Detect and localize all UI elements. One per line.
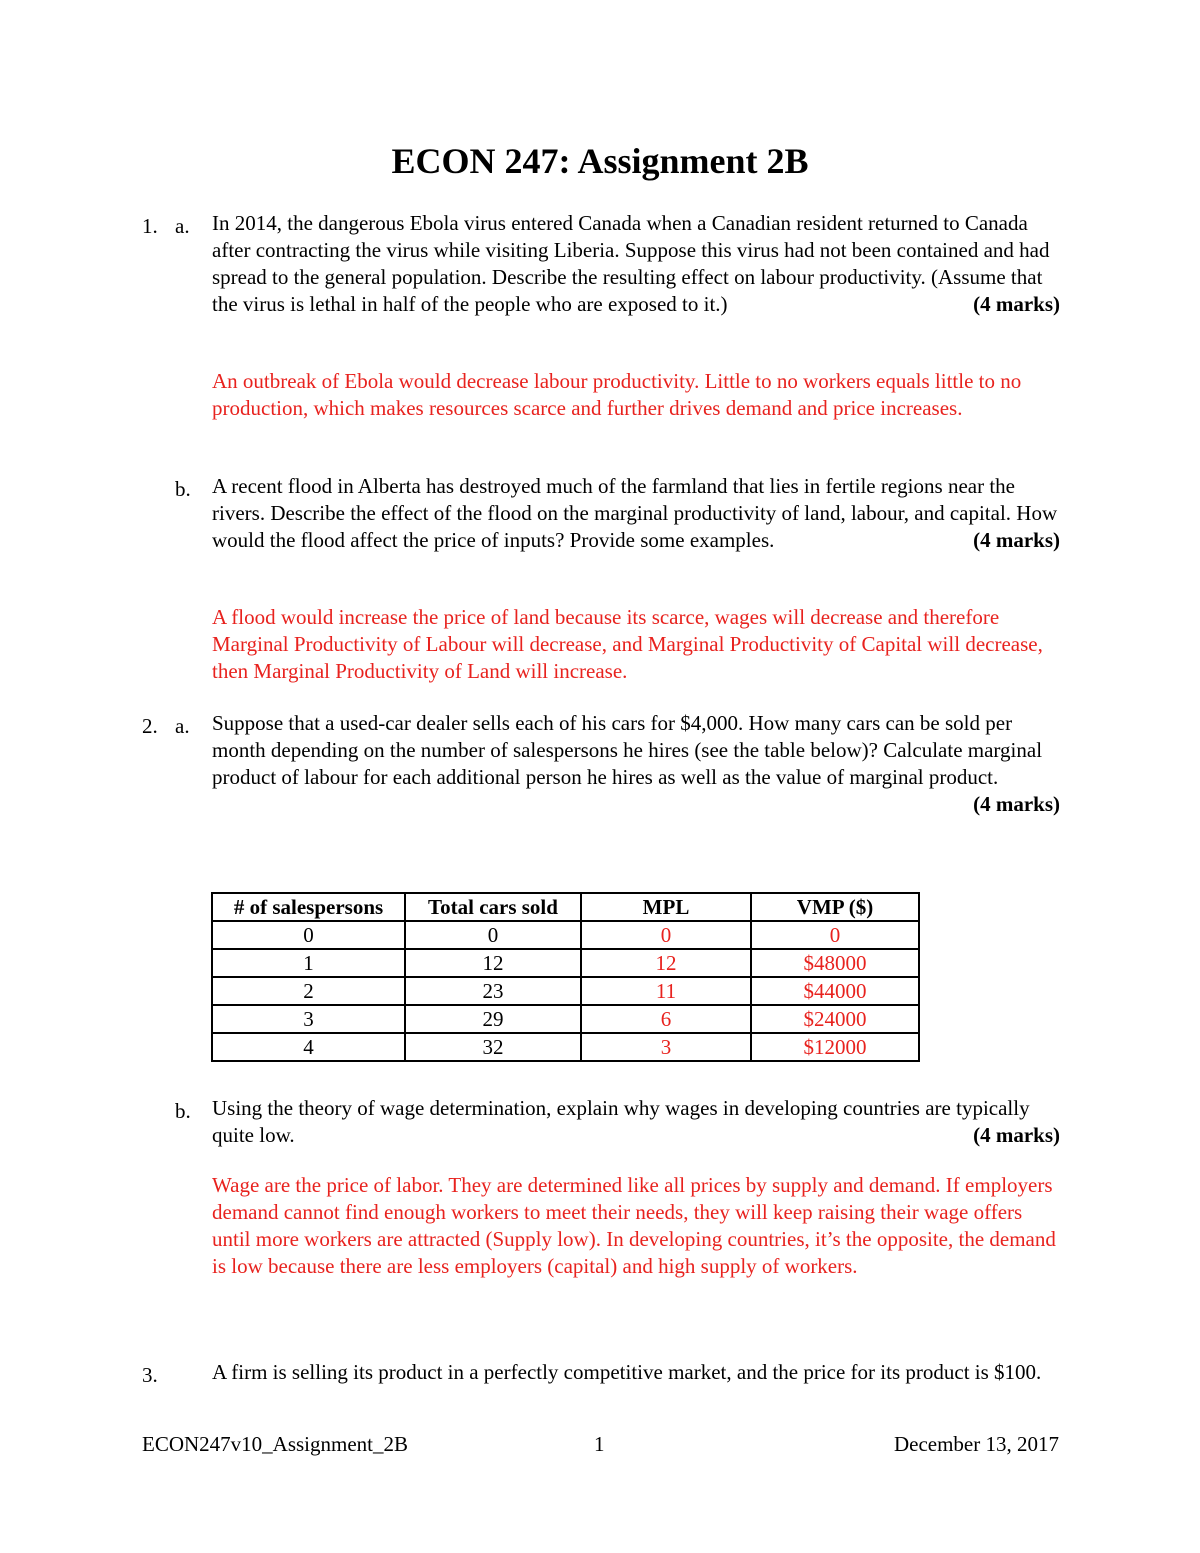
- table-cell-answer: $12000: [751, 1033, 919, 1061]
- question-2-number: 2.: [142, 714, 158, 738]
- table-cell-answer: 12: [581, 949, 751, 977]
- table-cell: 3: [212, 1005, 405, 1033]
- question-1b-letter: b.: [175, 477, 191, 501]
- table-row: [212, 1033, 919, 1061]
- table-cell: 23: [405, 977, 581, 1005]
- question-1b-marks: (4 marks): [973, 528, 1060, 552]
- table-header: MPL: [581, 893, 751, 921]
- table-header-row: [212, 893, 919, 921]
- table-cell: 1: [212, 949, 405, 977]
- answer-1b: A flood would increase the price of land because its scarce, wages will decrease and therefore Marginal Productivity of Labour will decrease, and Marginal Productivity of Capital will decrease, then Marginal Productivity of Land will increase.: [212, 605, 1043, 683]
- table-cell: 32: [405, 1033, 581, 1061]
- question-1-number: 1.: [142, 214, 158, 238]
- question-2b-marks: (4 marks): [973, 1123, 1060, 1147]
- question-1a-letter: a.: [175, 214, 190, 238]
- footer-document-id: ECON247v10_Assignment_2B: [142, 1432, 409, 1456]
- question-1a-text: In 2014, the dangerous Ebola virus entered Canada when a Canadian resident returned to Canada after contracting the virus while visiting Liberia. Suppose this virus had not been contained and had spread to the general population. Describe the resulting effect on labour productivity. (Assume that the virus is lethal in half of the people who are exposed to it.): [212, 211, 1050, 316]
- answer-2b: Wage are the price of labor. They are determined like all prices by supply and demand. If employers demand cannot find enough workers to meet their needs, they will keep raising their wage offers until more workers are attracted (Supply low). In developing countries, it’s the opposite, the demand is low because there are less employers (capital) and high supply of workers.: [212, 1173, 1056, 1278]
- table-row: [212, 921, 919, 949]
- footer-page-number: 1: [594, 1432, 605, 1456]
- page-title: ECON 247: Assignment 2B: [391, 141, 809, 181]
- table-cell-answer: $44000: [751, 977, 919, 1005]
- table-header: # of salespersons: [212, 893, 405, 921]
- question-1a: [212, 210, 1060, 318]
- table-cell: 0: [212, 921, 405, 949]
- salespersons-table: [211, 892, 920, 1062]
- table-cell: 0: [405, 921, 581, 949]
- question-1a-marks: (4 marks): [973, 292, 1060, 316]
- question-2b-text: Using the theory of wage determination, explain why wages in developing countries are typically quite low.: [212, 1096, 1030, 1147]
- table-cell-answer: 11: [581, 977, 751, 1005]
- question-2a-letter: a.: [175, 714, 190, 738]
- question-2b-letter: b.: [175, 1099, 191, 1123]
- table-cell-answer: 3: [581, 1033, 751, 1061]
- table-cell-answer: $24000: [751, 1005, 919, 1033]
- question-3-number: 3.: [142, 1363, 158, 1387]
- footer-date: December 13, 2017: [893, 1432, 1059, 1456]
- table-header: Total cars sold: [405, 893, 581, 921]
- question-1b-text: A recent flood in Alberta has destroyed much of the farmland that lies in fertile regions near the rivers. Describe the effect of the flood on the marginal productivity of land, labour, and capital. How would the flood affect the price of inputs? Provide some examples.: [212, 474, 1058, 552]
- question-2a-text: Suppose that a used-car dealer sells each of his cars for $4,000. How many cars can be sold per month depending on the number of salespersons he hires (see the table below)? Calculate marginal product of labour for each additional person he hires as well as the value of marginal product.: [212, 711, 1043, 789]
- table-cell-answer: 0: [581, 921, 751, 949]
- table-cell: 4: [212, 1033, 405, 1061]
- table-row: [212, 977, 919, 1005]
- table-cell: 12: [405, 949, 581, 977]
- table-cell-answer: $48000: [751, 949, 919, 977]
- question-2a: [212, 710, 1060, 818]
- table-cell: 29: [405, 1005, 581, 1033]
- table-cell: 2: [212, 977, 405, 1005]
- table-row: [212, 949, 919, 977]
- table-cell-answer: 6: [581, 1005, 751, 1033]
- question-2a-marks: (4 marks): [973, 792, 1060, 816]
- question-2b: [212, 1095, 1060, 1149]
- question-3-text: A firm is selling its product in a perfectly competitive market, and the price for its product is $100.: [212, 1360, 1042, 1384]
- table-header: VMP ($): [751, 893, 919, 921]
- answer-1a: An outbreak of Ebola would decrease labour productivity. Little to no workers equals little to no production, which makes resources scarce and further drives demand and price increases.: [212, 369, 1022, 420]
- table-cell-answer: 0: [751, 921, 919, 949]
- table-row: [212, 1005, 919, 1033]
- question-1b: [212, 473, 1060, 554]
